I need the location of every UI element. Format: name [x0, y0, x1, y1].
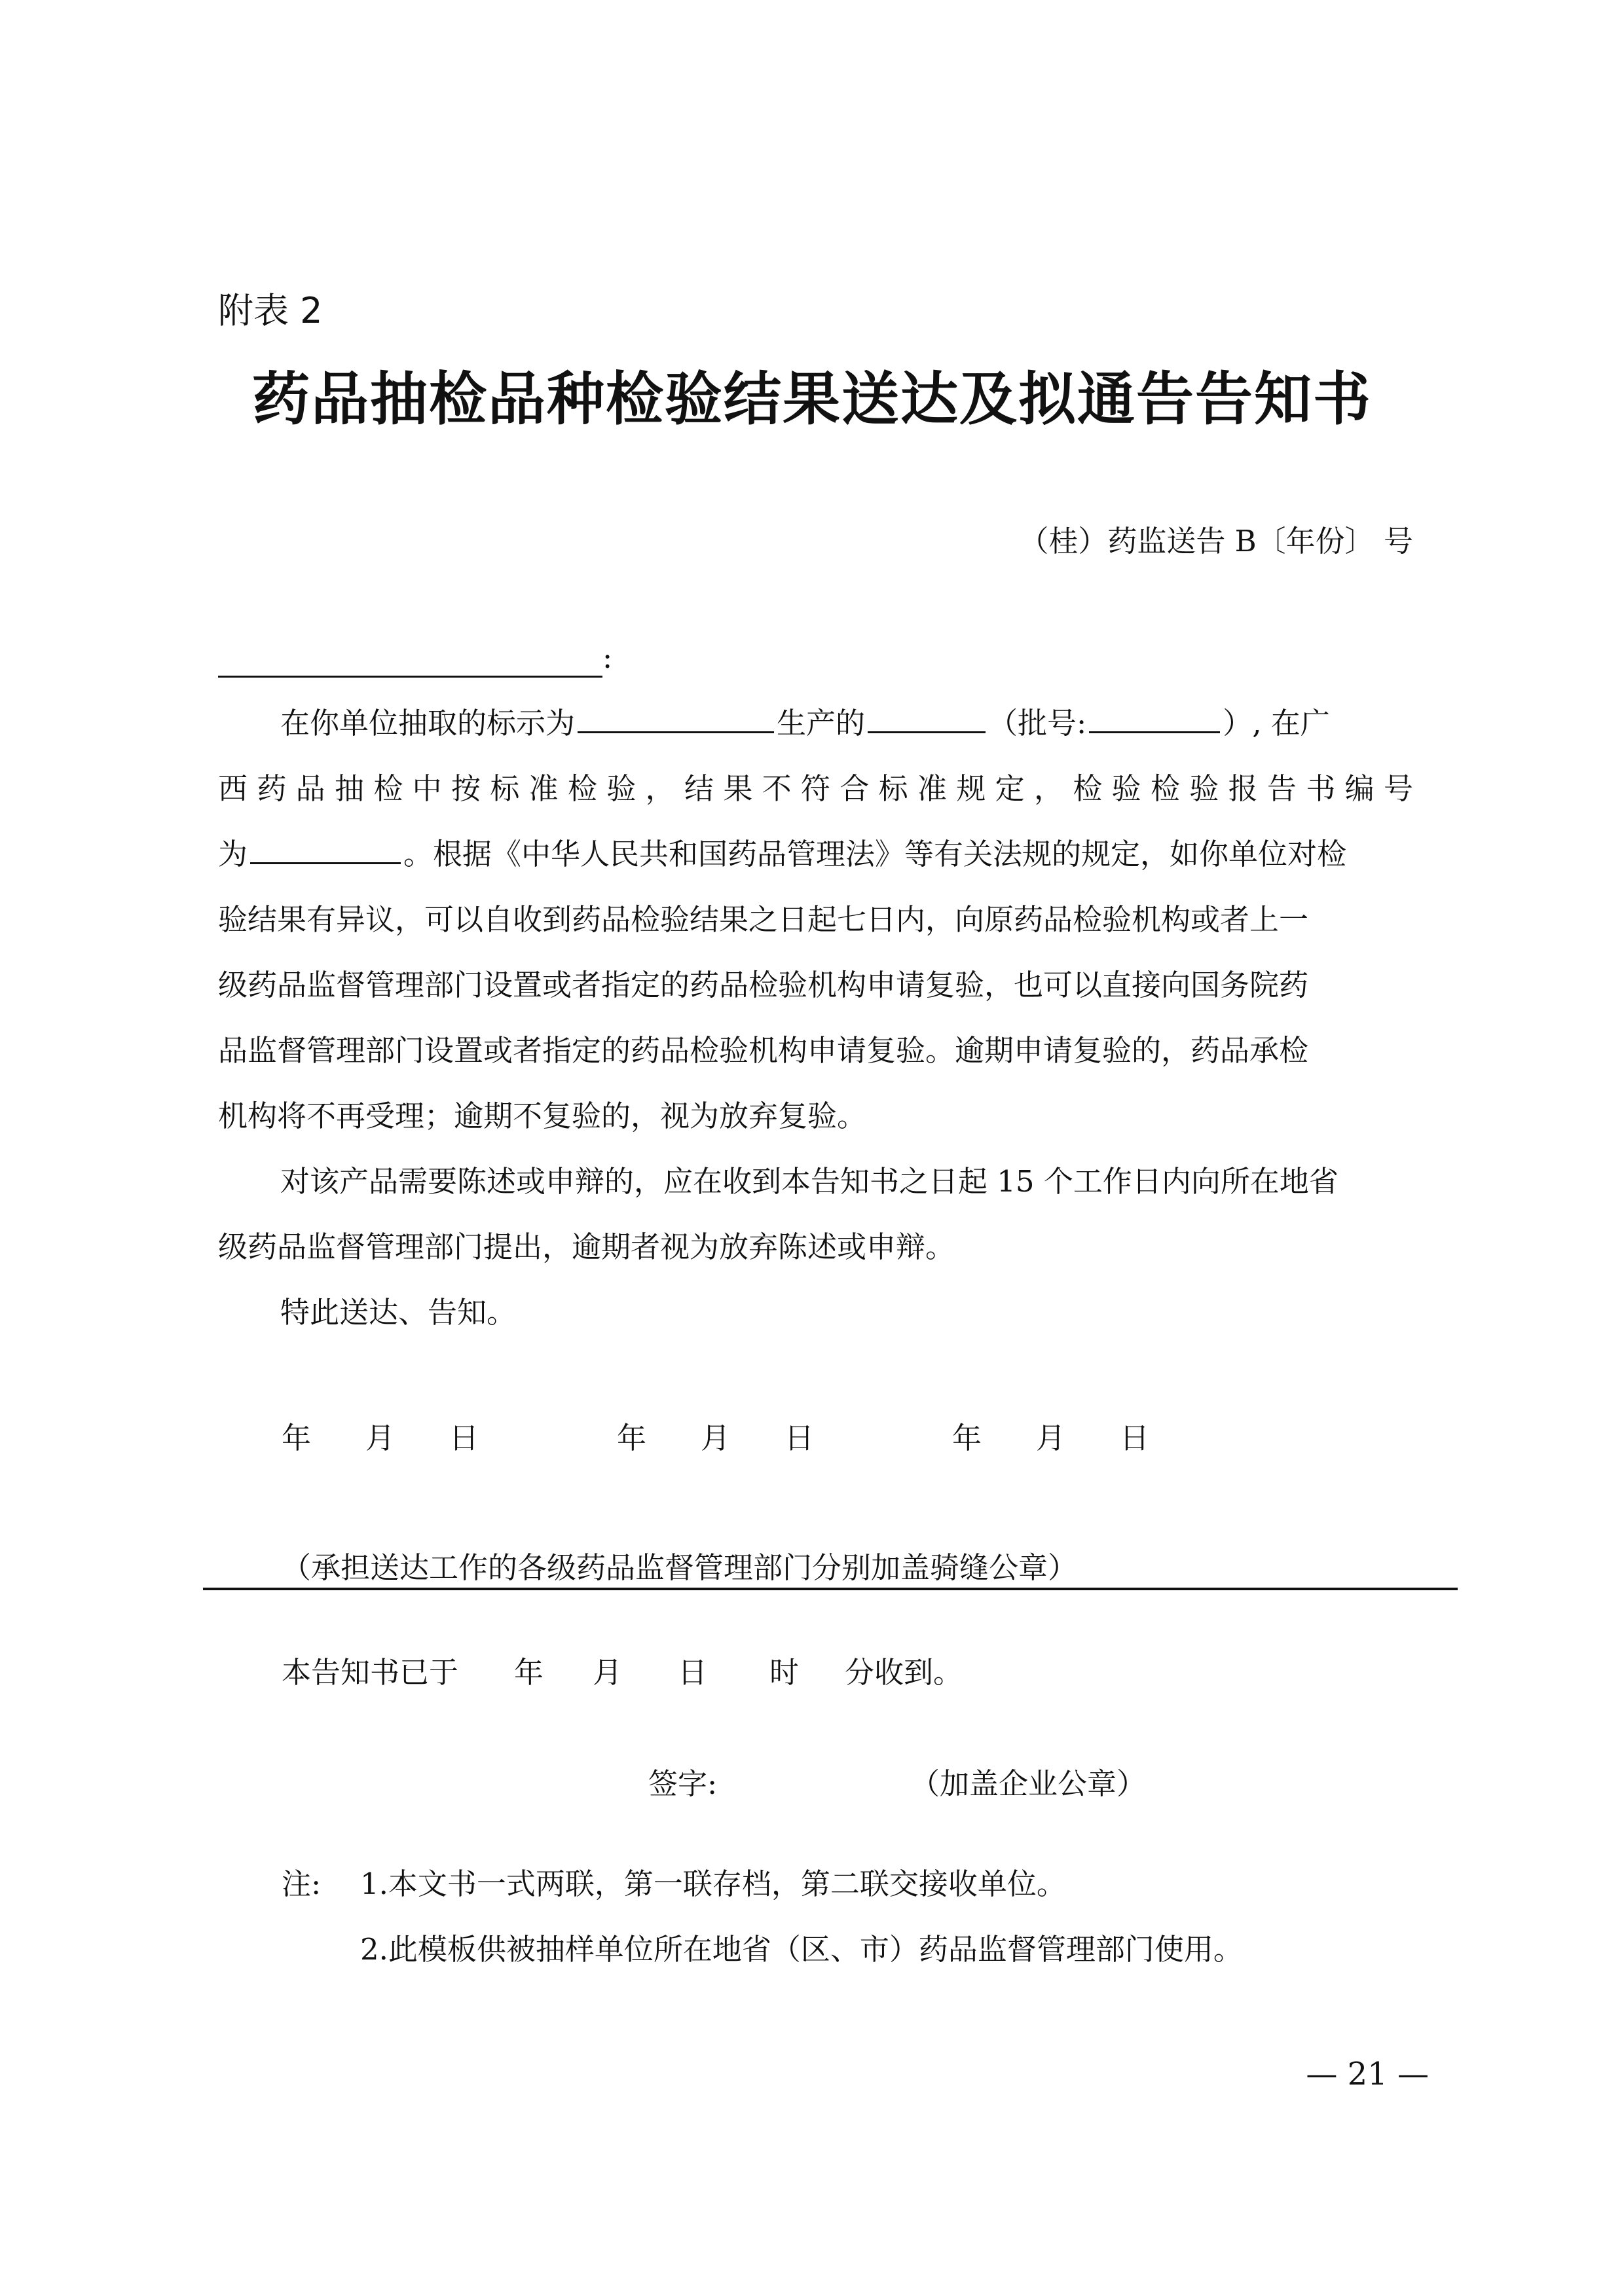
receipt-day: 日 — [678, 1655, 708, 1690]
receipt-year: 年 — [514, 1655, 544, 1690]
body-line: 机构将不再受理；逾期不复验的，视为放弃复验。 — [218, 1099, 867, 1133]
document-title: 药品抽检品种检验结果送达及拟通告告知书 — [251, 365, 1372, 433]
body-line — [218, 822, 1413, 887]
notes-section — [282, 1851, 1243, 1982]
body-text: 生产的 — [777, 706, 866, 740]
date-day: 日 — [1120, 1421, 1150, 1455]
document-number: （桂）药监送告 B〔年份〕 号 — [1019, 524, 1413, 558]
cut-line-divider — [203, 1588, 1458, 1590]
body-line: 对该产品需要陈述或申辩的，应在收到本告知书之日起 15 个工作日内向所在地省 — [280, 1164, 1338, 1199]
body-line: 级药品监督管理部门设置或者指定的药品检验机构申请复验，也可以直接向国务院药 — [218, 968, 1309, 1002]
date-year: 年 — [617, 1421, 647, 1455]
date-month: 月 — [701, 1421, 731, 1455]
notes-label: 注: — [282, 1867, 322, 1901]
date-month: 月 — [1036, 1421, 1066, 1455]
body-text: ）, 在广 — [1223, 706, 1330, 740]
recipient-colon: : — [602, 640, 613, 675]
date-day: 日 — [784, 1421, 815, 1455]
body-line: 西药品抽检中按标准检验，结果不符合标准规定，检验检验报告书编号 — [218, 771, 1413, 806]
body-line: 级药品监督管理部门提出，逾期者视为放弃陈述或申辩。 — [218, 1230, 955, 1264]
blank-manufacturer — [868, 702, 986, 733]
body-line — [218, 691, 1413, 756]
blank-report-number — [250, 833, 401, 864]
date-day: 日 — [449, 1421, 479, 1455]
body-text: 为 — [218, 837, 248, 871]
attachment-label: 附表 2 — [218, 290, 323, 331]
body-text: 。根据《中华人民共和国药品管理法》等有关法规的规定，如你单位对检 — [403, 837, 1347, 871]
blank-batch-number — [1089, 702, 1220, 733]
blank-product — [578, 702, 774, 733]
body-line: 特此送达、告知。 — [280, 1295, 517, 1330]
company-seal-note: （加盖企业公章） — [910, 1766, 1147, 1801]
date-year: 年 — [952, 1421, 982, 1455]
body-line: 品监督管理部门设置或者指定的药品检验机构申请复验。逾期申请复验的，药品承检 — [218, 1033, 1309, 1068]
receipt-month: 月 — [593, 1655, 623, 1690]
note-item-1 — [282, 1851, 1243, 1917]
recipient-blank — [218, 647, 602, 678]
date-block-1 — [282, 1414, 533, 1457]
body-line: 验结果有异议，可以自收到药品检验结果之日起七日内，向原药品检验机构或者上一 — [218, 902, 1309, 937]
note-text: 1.本文书一式两联，第一联存档，第二联交接收单位。 — [360, 1867, 1066, 1901]
date-year: 年 — [282, 1421, 312, 1455]
receipt-prefix: 本告知书已于 — [282, 1655, 459, 1690]
body-text: （批号: — [988, 706, 1087, 740]
receipt-hour: 时 — [769, 1655, 800, 1690]
official-seal-note: （承担送达工作的各级药品监督管理部门分别加盖骑缝公章） — [282, 1550, 1078, 1585]
receipt-suffix: 分收到。 — [845, 1655, 963, 1690]
body-text: 在你单位抽取的标示为 — [280, 706, 576, 740]
date-month: 月 — [365, 1421, 396, 1455]
recipient-line — [218, 638, 612, 678]
receipt-line — [282, 1649, 963, 1691]
signature-label: 签字: — [648, 1766, 718, 1801]
date-block-2 — [617, 1414, 868, 1457]
date-block-3 — [952, 1414, 1204, 1457]
note-item-2: 2.此模板供被抽样单位所在地省（区、市）药品监督管理部门使用。 — [360, 1932, 1243, 1967]
notice-body — [218, 691, 1413, 1345]
page-number: — 21 — — [1306, 2056, 1429, 2092]
